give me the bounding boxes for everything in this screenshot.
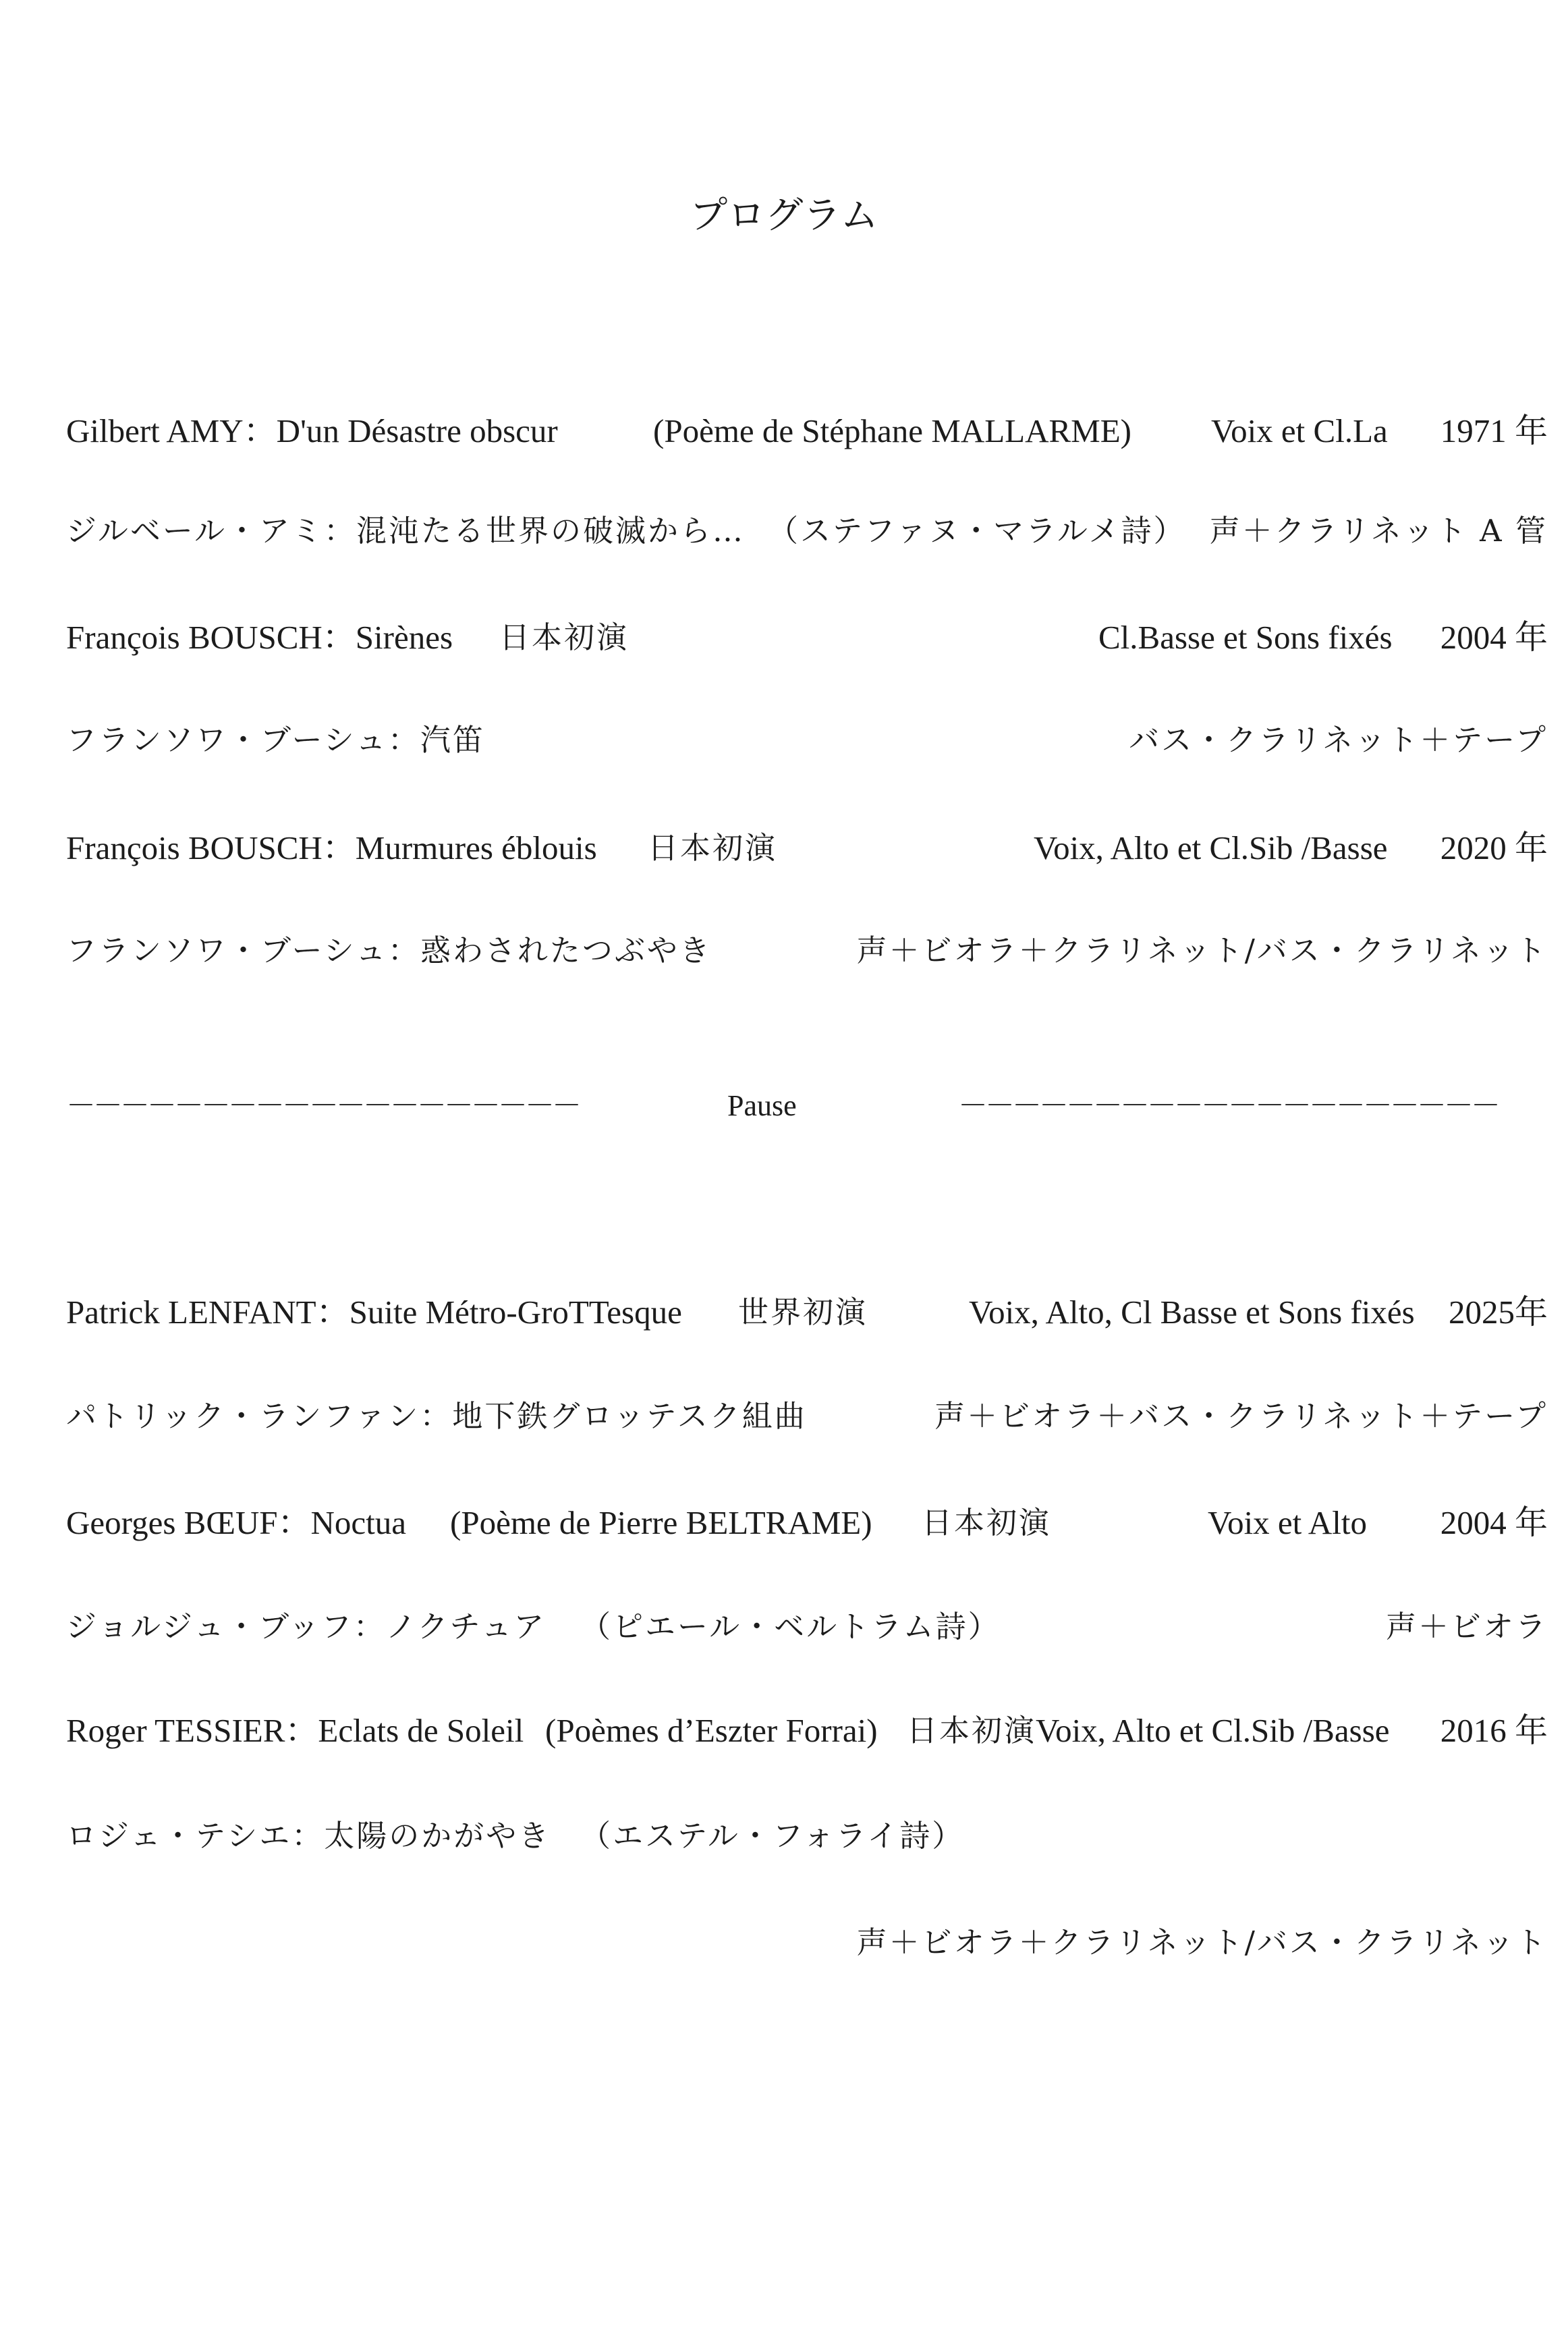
year: 2004 年 — [1440, 619, 1548, 656]
poem-credit: （エステル・フォライ詩） — [580, 1818, 965, 1854]
instrumentation: Voix, Alto et Cl.Sib /Basse — [1036, 1712, 1390, 1749]
instrumentation: Voix, Alto, Cl Basse et Sons fixés — [969, 1294, 1415, 1331]
instrumentation: 声＋ビオラ＋バス・クラリネット＋テープ — [934, 1398, 1548, 1434]
premiere-note: 日本初演 — [907, 1714, 1037, 1748]
year: 1971 年 — [1440, 412, 1548, 449]
program-entry-amy-jp — [0, 507, 1568, 555]
composer-work: Gilbert AMY：D'un Désastre obscur — [66, 412, 558, 449]
program-entry-sirenes-jp — [0, 717, 1568, 764]
instrumentation: Cl.Basse et Sons fixés — [1098, 619, 1393, 656]
program-entry-amy-fr — [0, 408, 1568, 455]
poem-credit: （ピエール・ベルトラム詩） — [580, 1609, 1001, 1644]
instrumentation: 声＋クラリネット A 管 — [1209, 513, 1548, 549]
composer-work: François BOUSCH：Sirènes — [66, 619, 453, 656]
poem-credit: (Poèmes d’Eszter Forrai) — [545, 1712, 878, 1749]
composer-work: Georges BŒUF：Noctua — [66, 1504, 407, 1541]
instrumentation: バス・クラリネット＋テープ — [1129, 722, 1548, 758]
program-entry-boeuf-jp — [0, 1603, 1568, 1651]
instrumentation: Voix, Alto et Cl.Sib /Basse — [1034, 829, 1388, 866]
pause-label: Pause — [727, 1089, 797, 1122]
program-entry-sirenes-fr — [0, 614, 1568, 661]
composer-work: Patrick LENFANT：Suite Métro-GroTTesque — [66, 1294, 682, 1331]
program-entry-lenfant-jp — [0, 1393, 1568, 1440]
year: 2016 年 — [1440, 1712, 1548, 1749]
program-entry-lenfant-fr — [0, 1289, 1568, 1336]
premiere-note: 世界初演 — [738, 1296, 868, 1329]
year: 2004 年 — [1440, 1504, 1548, 1541]
composer-work: Roger TESSIER：Eclats de Soleil — [66, 1712, 524, 1749]
instrumentation: 声＋ビオラ＋クラリネット/バス・クラリネット — [856, 1924, 1548, 1960]
instrumentation: 声＋ビオラ＋クラリネット/バス・クラリネット — [856, 933, 1548, 968]
program-entry-boeuf-fr — [0, 1499, 1568, 1547]
instrumentation: Voix et Alto — [1208, 1504, 1367, 1541]
poem-credit: （ステファヌ・マラルメ詩） — [768, 513, 1186, 549]
pause-dashes-left: －－－－－－－－－－－－－－－－－－－ — [66, 1088, 579, 1123]
instrumentation: Voix et Cl.La — [1211, 412, 1388, 449]
composer-work: フランソワ・ブーシュ：惑わされたつぶやき — [66, 933, 712, 968]
pause-dashes-right: －－－－－－－－－－－－－－－－－－－－ — [958, 1088, 1498, 1123]
poem-credit: (Poème de Stéphane MALLARME) — [653, 412, 1131, 449]
program-entry-murmures-fr — [0, 825, 1568, 872]
program-entry-murmures-jp — [0, 927, 1568, 974]
pause-divider — [0, 1082, 1568, 1130]
composer-work: フランソワ・ブーシュ：汽笛 — [66, 722, 485, 758]
composer-work: François BOUSCH：Murmures éblouis — [66, 829, 597, 866]
instrumentation: 声＋ビオラ — [1385, 1609, 1548, 1644]
program-title: プログラム — [690, 194, 878, 238]
year: 2025年 — [1448, 1294, 1548, 1331]
composer-work: ロジェ・テシエ：太陽のかがやき — [66, 1818, 551, 1854]
composer-work: ジルベール・アミ：混沌たる世界の破滅から… — [66, 513, 745, 549]
premiere-note: 日本初演 — [648, 831, 778, 865]
premiere-note: 日本初演 — [499, 621, 629, 655]
poem-credit: (Poème de Pierre BELTRAME) — [450, 1504, 872, 1541]
premiere-note: 日本初演 — [922, 1506, 1052, 1540]
composer-work: パトリック・ランファン：地下鉄グロッテスク組曲 — [66, 1398, 807, 1434]
program-entry-tessier-instrumentation — [0, 1919, 1568, 1966]
composer-work: ジョルジュ・ブッフ：ノクチュア — [66, 1609, 547, 1644]
program-entry-tessier-jp — [0, 1812, 1568, 1860]
program-entry-tessier-fr — [0, 1707, 1568, 1754]
year: 2020 年 — [1440, 829, 1548, 866]
